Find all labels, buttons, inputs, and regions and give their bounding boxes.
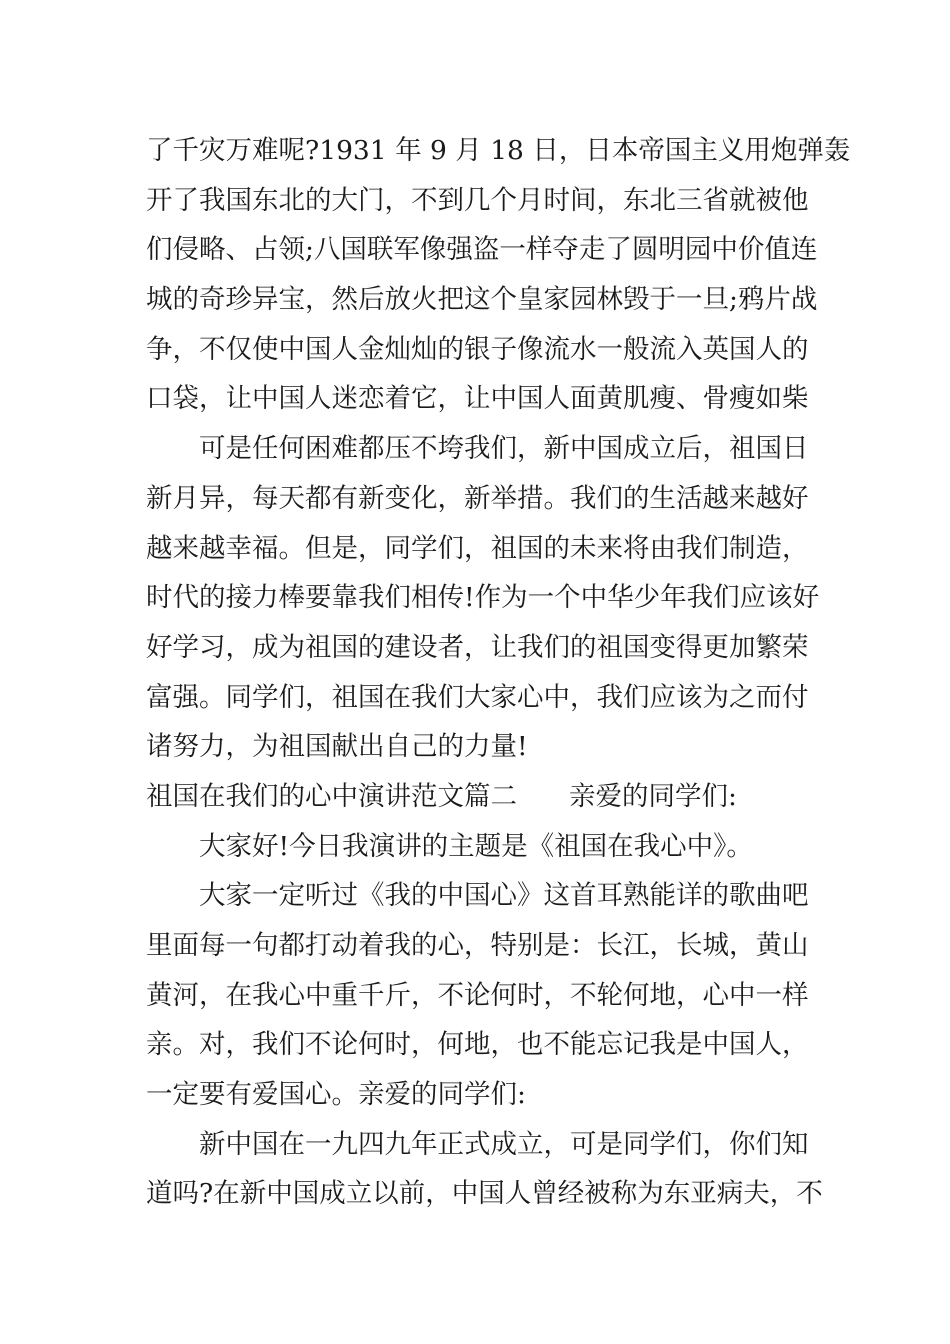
text-line: 一定要有爱国心。亲爱的同学们: — [146, 1079, 526, 1111]
text-line: 开了我国东北的大门，不到几个月时间，东北三省就被他 — [146, 184, 809, 216]
text-line: 亲。对，我们不论何时，何地，也不能忘记我是中国人， — [146, 1029, 809, 1061]
text-line: 越来越幸福。但是，同学们，祖国的未来将由我们制造， — [146, 532, 809, 564]
text-line: 口袋，让中国人迷恋着它，让中国人面黄肌瘦、骨瘦如柴 — [146, 383, 809, 415]
text-line: 黄河，在我心中重千斤，不论何时，不轮何地，心中一样 — [146, 979, 809, 1011]
paragraph-start-line: 新中国在一九四九年正式成立，可是同学们，你们知 — [199, 1128, 809, 1160]
text-line: 城的奇珍异宝，然后放火把这个皇家园林毁于一旦;鸦片战 — [146, 284, 818, 316]
paragraph-start-line: 可是任何困难都压不垮我们，新中国成立后，祖国日 — [199, 433, 809, 465]
paragraph-start-line: 大家好!今日我演讲的主题是《祖国在我心中》。 — [199, 830, 753, 862]
text-line: 富强。同学们，祖国在我们大家心中，我们应该为之而付 — [146, 681, 809, 713]
paragraph-start-line: 大家一定听过《我的中国心》这首耳熟能详的歌曲吧 — [199, 880, 809, 912]
salutation: 亲爱的同学们: — [569, 780, 737, 812]
section-heading: 祖国在我们的心中演讲范文篇二 — [146, 780, 517, 812]
text-line: 了千灾万难呢?1931 年 9 月 18 日，日本帝国主义用炮弹轰 — [146, 135, 851, 166]
text-line: 时代的接力棒要靠我们相传!作为一个中华少年我们应该好 — [146, 582, 820, 614]
section-heading-line — [146, 772, 816, 822]
text-line: 道吗?在新中国成立以前，中国人曾经被称为东亚病夫，不 — [146, 1178, 823, 1210]
text-line: 里面每一句都打动着我的心，特别是：长江，长城，黄山 — [146, 930, 809, 961]
text-line: 诸努力，为祖国献出自己的力量! — [146, 731, 528, 763]
text-line: 新月异，每天都有新变化，新举措。我们的生活越来越好 — [146, 482, 809, 514]
document-body — [146, 126, 851, 1219]
text-line: 们侵略、占领;八国联军像强盗一样夺走了圆明园中价值连 — [146, 234, 818, 266]
text-line: 好学习，成为祖国的建设者，让我们的祖国变得更加繁荣 — [146, 631, 809, 663]
text-line: 争，不仅使中国人金灿灿的银子像流水一般流入英国人的 — [146, 333, 809, 365]
